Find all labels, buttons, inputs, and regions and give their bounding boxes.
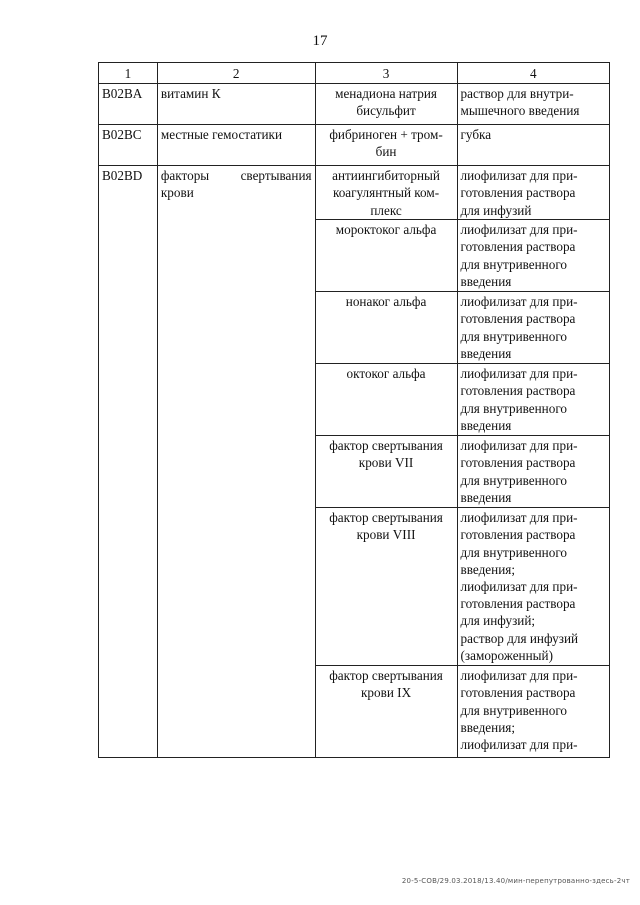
dosage-form: лиофилизат для при- готовления раствора для внутривенного введения [457, 364, 609, 436]
drug-name: нонаког альфа [315, 292, 457, 364]
column-header: 3 [315, 63, 457, 84]
table-row [99, 84, 610, 125]
drug-table [98, 62, 610, 758]
dosage-form: раствор для внутри- мышечного введения [457, 84, 609, 125]
footer-stamp: 20-5-COB/29.03.2018/13.40/мин-перепутрованно-здесь-2чт [401, 877, 630, 885]
page-number: 17 [312, 33, 328, 49]
table-row [99, 166, 610, 220]
drug-name: фактор свертывания крови VII [315, 436, 457, 508]
dosage-form: лиофилизат для при- готовления раствора для внутривенного введения [457, 220, 609, 292]
group-name: витамин К [157, 84, 315, 125]
atc-code: B02BA [99, 84, 158, 125]
drug-name: фибриноген + тром- бин [315, 125, 457, 166]
column-header: 1 [99, 63, 158, 84]
drug-name: фактор свертывания крови VIII [315, 508, 457, 666]
drug-name: октоког альфа [315, 364, 457, 436]
dosage-form: лиофилизат для при- готовления раствора для внутривенного введения [457, 292, 609, 364]
drug-name: фактор свертывания крови IX [315, 666, 457, 758]
dosage-form: лиофилизат для при- готовления раствора для внутривенного введения; лиофилизат для при- готовления раствора для инфузий; раствор для инфузий (замороженный) [457, 508, 609, 666]
column-header: 2 [157, 63, 315, 84]
table-header-row [99, 63, 610, 84]
dosage-form: лиофилизат для при- готовления раствора для инфузий [457, 166, 609, 220]
atc-code: B02BD [99, 166, 158, 758]
group-name: факторы свертывания крови [157, 166, 315, 758]
dosage-form: губка [457, 125, 609, 166]
table-row [99, 125, 610, 166]
drug-name: мороктоког альфа [315, 220, 457, 292]
atc-code: B02BC [99, 125, 158, 166]
dosage-form: лиофилизат для при- готовления раствора для внутривенного введения; лиофилизат для при- [457, 666, 609, 758]
drug-name: менадиона натрия бисульфит [315, 84, 457, 125]
column-header: 4 [457, 63, 609, 84]
group-name: местные гемостатики [157, 125, 315, 166]
drug-name: антиингибиторный коагулянтный ком- плекс [315, 166, 457, 220]
dosage-form: лиофилизат для при- готовления раствора для внутривенного введения [457, 436, 609, 508]
